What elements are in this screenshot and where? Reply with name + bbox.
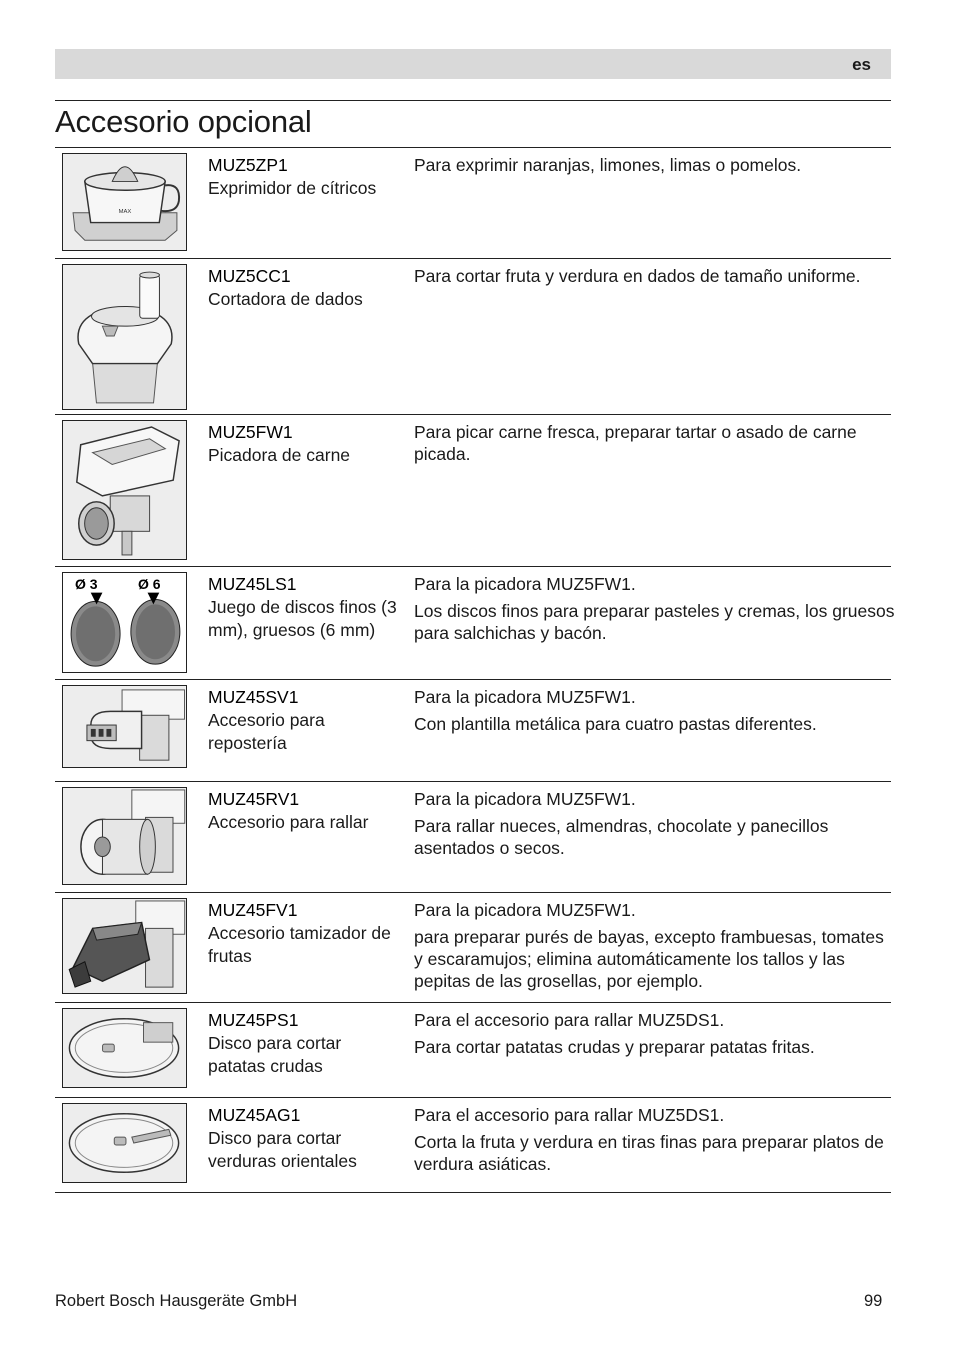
dicer-icon <box>62 264 187 410</box>
accessory-model-cell <box>208 154 398 200</box>
description-line: Corta la fruta y verdura en tiras finas para preparar platos de verdura asiáticas. <box>414 1132 884 1174</box>
accessory-row <box>55 781 891 892</box>
accessory-model-cell <box>208 686 398 755</box>
footer-company: Robert Bosch Hausgeräte GmbH <box>55 1292 298 1310</box>
accessory-model-cell <box>208 265 398 311</box>
model-code: MUZ5CC1 <box>208 266 291 286</box>
model-code: MUZ45RV1 <box>208 789 300 809</box>
description-line: Para la picadora MUZ5FW1. <box>414 574 636 594</box>
model-code: MUZ45SV1 <box>208 687 299 707</box>
title-rule <box>55 100 891 101</box>
fruit-press-icon <box>62 898 187 994</box>
page-number: 99 <box>864 1292 883 1310</box>
accessory-model-cell <box>208 421 398 467</box>
accessory-description <box>414 421 896 470</box>
grater-attachment-icon <box>62 787 187 885</box>
description-line: Para el accesorio para rallar MUZ5DS1. <box>414 1105 725 1125</box>
accessory-row <box>55 892 891 1002</box>
accessory-row <box>55 414 891 566</box>
julienne-disc-icon <box>62 1103 187 1183</box>
model-code: MUZ5ZP1 <box>208 155 288 175</box>
accessory-row <box>55 679 891 781</box>
accessory-table <box>55 147 895 1193</box>
pastry-attachment-icon <box>62 685 187 768</box>
mincer-discs-icon <box>62 572 187 673</box>
accessory-name: Exprimidor de cítricos <box>208 178 377 198</box>
language-bar <box>55 49 891 79</box>
citrus-press-icon <box>62 153 187 251</box>
accessory-description <box>414 265 896 292</box>
accessory-description <box>414 788 896 864</box>
accessory-name: Accesorio tamizador de frutas <box>208 923 391 966</box>
accessory-description <box>414 1104 896 1180</box>
svg-text:MAX: MAX <box>118 208 132 215</box>
model-code: MUZ45PS1 <box>208 1010 299 1030</box>
accessory-model-cell <box>208 788 398 834</box>
accessory-name: Cortadora de dados <box>208 289 363 309</box>
description-line: Para la picadora MUZ5FW1. <box>414 687 636 707</box>
potato-disc-icon <box>62 1008 187 1088</box>
accessory-description <box>414 1009 896 1063</box>
description-line: Para la picadora MUZ5FW1. <box>414 900 636 920</box>
description-line: Para exprimir naranjas, limones, limas o pomelos. <box>414 155 802 175</box>
description-line: Para cortar patatas crudas y preparar patatas fritas. <box>414 1037 815 1057</box>
description-line: para preparar purés de bayas, excepto frambuesas, tomates y escaramujos; elimina automáticamente los tallos y las pepitas de las grosellas, por ejemplo. <box>414 927 884 991</box>
meat-mincer-icon <box>62 420 187 560</box>
model-code: MUZ45FV1 <box>208 900 298 920</box>
accessory-model-cell <box>208 899 398 968</box>
accessory-description <box>414 686 896 740</box>
description-line: Para la picadora MUZ5FW1. <box>414 789 636 809</box>
accessory-name: Disco para cortar verduras orientales <box>208 1128 357 1171</box>
accessory-description <box>414 899 896 997</box>
accessory-row <box>55 566 895 679</box>
description-line: Para rallar nueces, almendras, chocolate y panecillos asentados o secos. <box>414 816 829 858</box>
model-code: MUZ45LS1 <box>208 574 297 594</box>
description-line: Los discos finos para preparar pasteles y cremas, los gruesos para salchichas y bacón. <box>414 601 895 643</box>
accessory-model-cell <box>208 573 398 642</box>
model-code: MUZ45AG1 <box>208 1105 301 1125</box>
description-line: Con plantilla metálica para cuatro pastas diferentes. <box>414 714 817 734</box>
accessory-description <box>414 154 896 181</box>
language-code: es <box>852 55 871 74</box>
disc-size-label: Ø 6 <box>138 576 161 592</box>
accessory-name: Accesorio para rallar <box>208 812 369 832</box>
description-line: Para picar carne fresca, preparar tartar o asado de carne picada. <box>414 422 857 464</box>
accessory-model-cell <box>208 1009 398 1078</box>
accessory-name: Disco para cortar patatas crudas <box>208 1033 342 1076</box>
accessory-row <box>55 1097 891 1193</box>
accessory-row <box>55 147 891 258</box>
page-title: Accesorio opcional <box>55 104 312 139</box>
accessory-name: Picadora de carne <box>208 445 351 465</box>
accessory-row <box>55 258 891 414</box>
accessory-description <box>414 573 896 649</box>
accessory-model-cell <box>208 1104 398 1173</box>
disc-size-label: Ø 3 <box>75 576 98 592</box>
model-code: MUZ5FW1 <box>208 422 293 442</box>
description-line: Para el accesorio para rallar MUZ5DS1. <box>414 1010 725 1030</box>
accessory-name: Accesorio para repostería <box>208 710 325 753</box>
accessory-name: Juego de discos finos (3 mm), gruesos (6 mm) <box>208 597 397 640</box>
accessory-row <box>55 1002 891 1097</box>
description-line: Para cortar fruta y verdura en dados de tamaño uniforme. <box>414 266 861 286</box>
